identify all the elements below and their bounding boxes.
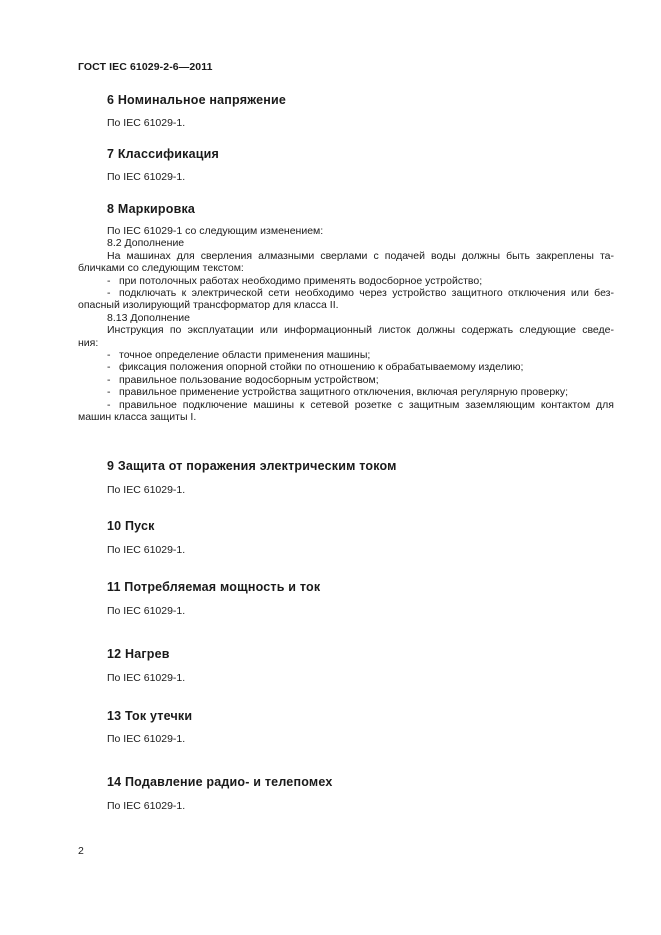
section-11-title: 11 Потребляемая мощность и ток: [107, 580, 321, 594]
dash-marker: -: [107, 386, 111, 399]
dash-marker: -: [107, 373, 111, 386]
paragraph-line: Инструкция по эксплуатации или информационный листок должны содержать следующие сведе-: [107, 324, 614, 337]
list-item-text: при потолочных работах необходимо применять водосборное устройство;: [119, 274, 483, 287]
section-6-body: По IEC 61029-1.: [107, 117, 186, 129]
section-6-title: 6 Номинальное напряжение: [107, 93, 287, 107]
section-8-title: 8 Маркировка: [107, 202, 196, 216]
list-item: [78, 374, 614, 386]
list-item-text: правильное пользование водосборным устройством;: [119, 373, 379, 386]
list-item-text: правильное подключение машины к сетевой розетке с защитным заземляющим контактом для: [119, 398, 614, 411]
section-12-title: 12 Нагрев: [107, 647, 170, 661]
paragraph-line: На машинах для сверления алмазными сверлами с подачей воды должны быть закреплены та-: [107, 249, 614, 262]
section-11-body: По IEC 61029-1.: [107, 605, 186, 617]
list-item-continuation: машин класса защиты I.: [78, 411, 197, 424]
section-13-title: 13 Ток утечки: [107, 709, 193, 723]
list-item: [78, 386, 614, 398]
section-12-body: По IEC 61029-1.: [107, 672, 186, 684]
paragraph-line: ния:: [78, 336, 99, 349]
dash-marker: -: [107, 361, 111, 374]
section-13-body: По IEC 61029-1.: [107, 733, 186, 745]
section-10-body: По IEC 61029-1.: [107, 544, 186, 556]
list-item: [78, 275, 614, 287]
list-item-continuation: опасный изолирующий трансформатор для класса II.: [78, 299, 339, 312]
list-item-text: правильное применение устройства защитного отключения, включая регулярную проверку;: [119, 386, 569, 399]
section-14-title: 14 Подавление радио- и телепомех: [107, 775, 333, 789]
dash-marker: -: [107, 287, 111, 300]
section-10-title: 10 Пуск: [107, 519, 155, 533]
subsection-8-13-title: 8.13 Дополнение: [107, 311, 190, 324]
list-item: [78, 361, 614, 373]
section-7-body: По IEC 61029-1.: [107, 171, 186, 183]
section-8-body: [78, 225, 614, 424]
document-header: ГОСТ IEC 61029-2-6—2011: [78, 61, 213, 73]
list-item: [78, 287, 614, 299]
section-9-title: 9 Защита от поражения электрическим током: [107, 459, 397, 473]
section-14-body: По IEC 61029-1.: [107, 800, 186, 812]
page-number: 2: [78, 845, 84, 857]
list-item: [78, 399, 614, 411]
dash-marker: -: [107, 349, 111, 362]
subsection-8-2-title: 8.2 Дополнение: [107, 237, 185, 250]
section-9-body: По IEC 61029-1.: [107, 484, 186, 496]
list-item: [78, 349, 614, 361]
list-item-text: фиксация положения опорной стойки по отношению к обрабатываемому изделию;: [119, 361, 524, 374]
dash-marker: -: [107, 398, 111, 411]
marking-intro: По IEC 61029-1 со следующим изменением:: [107, 225, 324, 237]
list-item-text: подключать к электрической сети необходимо через устройство защитного отключения или без-: [119, 287, 614, 300]
paragraph-line: бличками со следующим текстом:: [78, 262, 244, 275]
list-item-text: точное определение области применения машины;: [119, 349, 371, 362]
section-7-title: 7 Классификация: [107, 147, 220, 161]
dash-marker: -: [107, 274, 111, 287]
